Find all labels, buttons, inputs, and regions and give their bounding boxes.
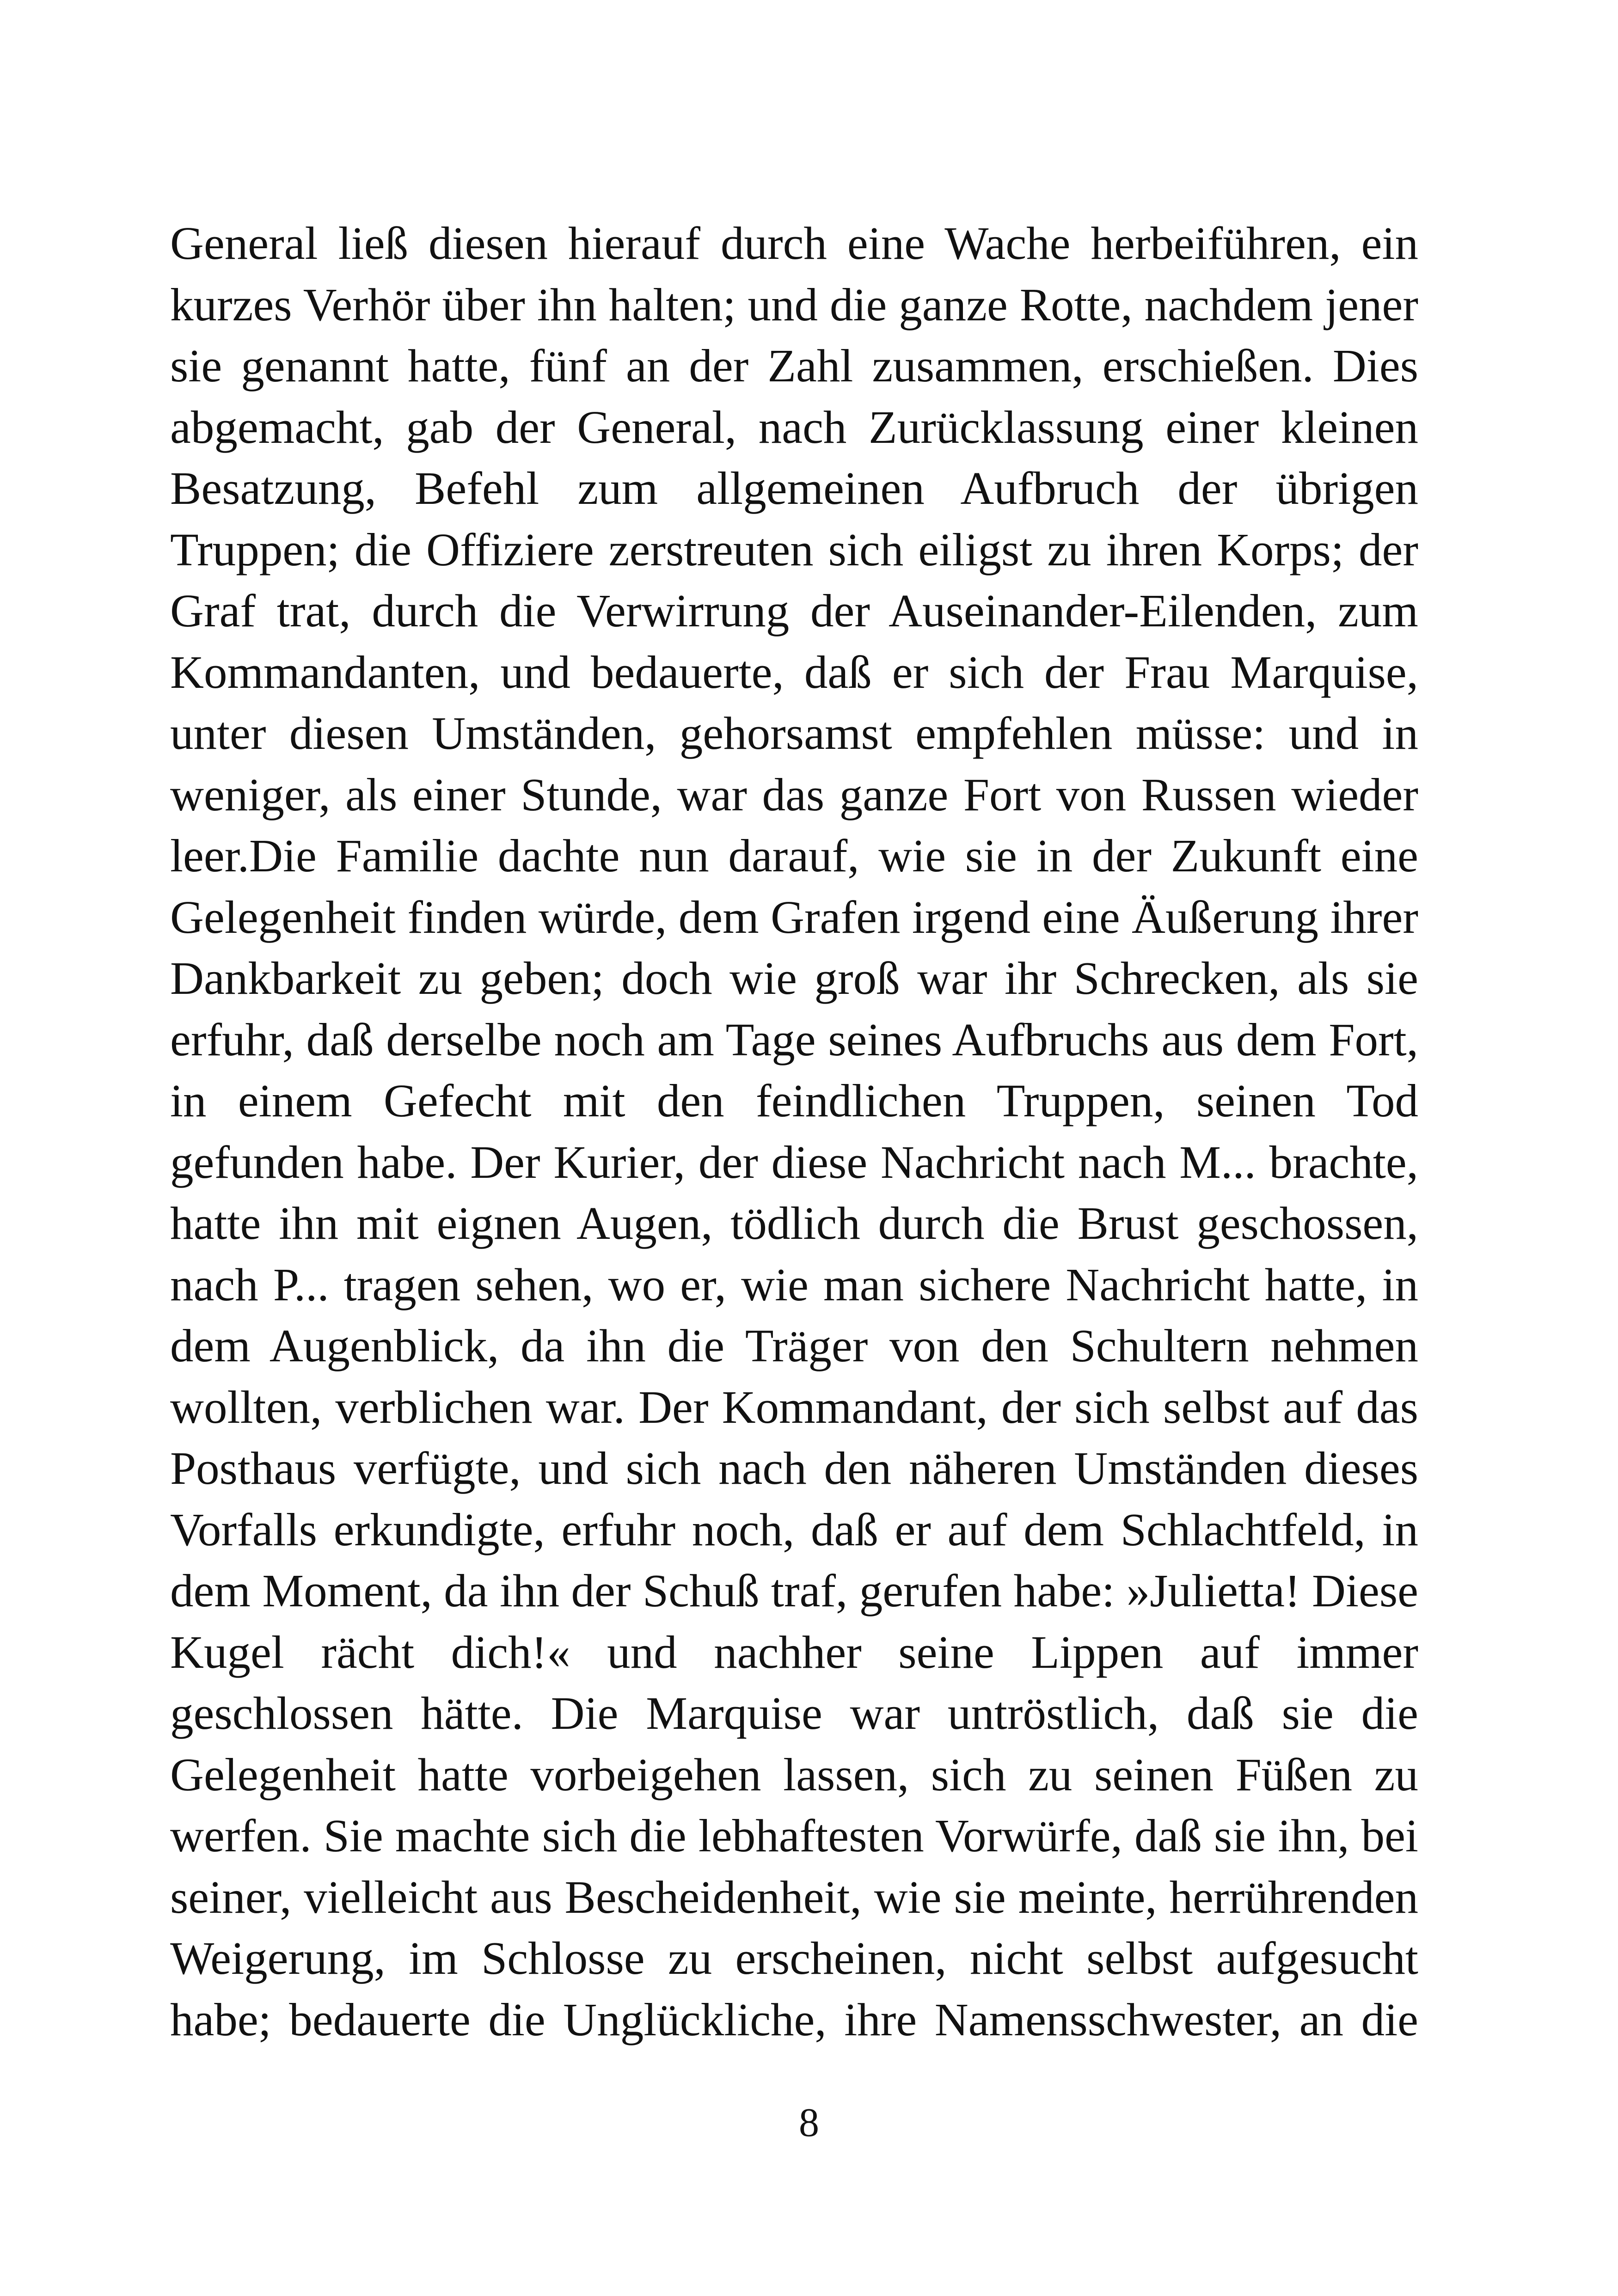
text-line: Besatzung, Befehl zum allgemeinen Aufbruch der übrigen xyxy=(170,462,1418,514)
text-line: erfuhr, daß derselbe noch am Tage seines Aufbruchs aus dem Fort, xyxy=(170,1013,1418,1065)
text-line: abgemacht, gab der General, nach Zurücklassung einer kleinen xyxy=(170,401,1418,453)
text-line: kurzes Verhör über ihn halten; und die ganze Rotte, nachdem jener xyxy=(170,278,1418,331)
text-line: sie genannt hatte, fünf an der Zahl zusammen, erschießen. Dies xyxy=(170,340,1418,392)
text-line: Truppen; die Offiziere zerstreuten sich eiligst zu ihren Korps; der xyxy=(170,523,1418,576)
page-number: 8 xyxy=(799,2100,819,2145)
text-line: Kommandanten, und bedauerte, daß er sich der Frau Marquise, xyxy=(170,646,1418,698)
body-text xyxy=(170,213,1418,2050)
text-line: wollten, verblichen war. Der Kommandant, der sich selbst auf das xyxy=(170,1381,1418,1433)
text-line: Gelegenheit hatte vorbeigehen lassen, sich zu seinen Füßen zu xyxy=(170,1748,1418,1800)
text-line: weniger, als einer Stunde, war das ganze Fort von Russen wieder xyxy=(170,768,1418,820)
text-line: habe; bedauerte die Unglückliche, ihre Namensschwester, an die xyxy=(170,1993,1418,2045)
text-line: nach P... tragen sehen, wo er, wie man sichere Nachricht hatte, in xyxy=(170,1258,1418,1310)
text-line: werfen. Sie machte sich die lebhaftesten Vorwürfe, daß sie ihn, bei xyxy=(170,1810,1418,1861)
text-line: hatte ihn mit eignen Augen, tödlich durch die Brust geschossen, xyxy=(170,1197,1418,1249)
text-line: Graf trat, durch die Verwirrung der Auseinander-Eilenden, zum xyxy=(170,585,1418,637)
text-line: gefunden habe. Der Kurier, der diese Nachricht nach M... brachte, xyxy=(170,1136,1418,1188)
text-line: Posthaus verfügte, und sich nach den näheren Umständen dieses xyxy=(170,1442,1418,1494)
text-line: Kugel rächt dich!« und nachher seine Lippen auf immer xyxy=(170,1626,1418,1678)
text-line: leer.Die Familie dachte nun darauf, wie sie in der Zukunft eine xyxy=(170,830,1418,882)
text-line: unter diesen Umständen, gehorsamst empfehlen müsse: und in xyxy=(170,707,1418,759)
text-line: dem Moment, da ihn der Schuß traf, gerufen habe: »Julietta! Diese xyxy=(170,1565,1418,1616)
text-line: Weigerung, im Schlosse zu erscheinen, nicht selbst aufgesucht xyxy=(170,1932,1418,1984)
text-line: General ließ diesen hierauf durch eine Wache herbeiführen, ein xyxy=(170,217,1418,269)
text-line: Vorfalls erkundigte, erfuhr noch, daß er auf dem Schlachtfeld, in xyxy=(170,1503,1418,1555)
text-line: Dankbarkeit zu geben; doch wie groß war ihr Schrecken, als sie xyxy=(170,952,1418,1004)
text-line: in einem Gefecht mit den feindlichen Truppen, seinen Tod xyxy=(170,1075,1418,1127)
text-line: Gelegenheit finden würde, dem Grafen irgend eine Äußerung ihrer xyxy=(170,891,1418,943)
text-line: geschlossen hätte. Die Marquise war untröstlich, daß sie die xyxy=(170,1687,1418,1739)
text-line: dem Augenblick, da ihn die Träger von den Schultern nehmen xyxy=(170,1320,1418,1371)
text-line: seiner, vielleicht aus Bescheidenheit, wie sie meinte, herrührenden xyxy=(170,1871,1418,1923)
